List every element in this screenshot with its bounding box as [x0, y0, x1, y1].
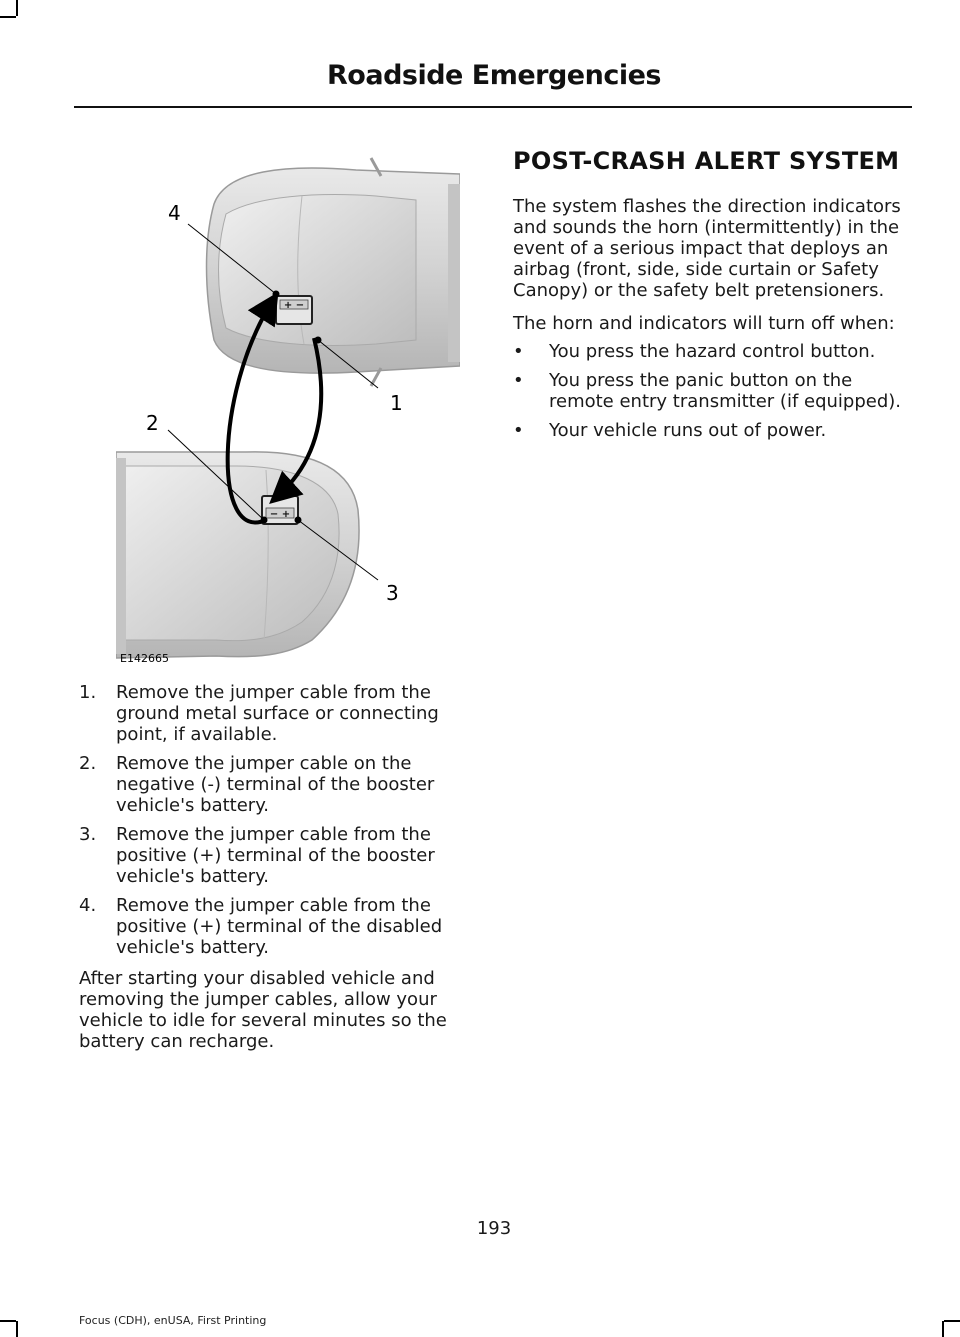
- step-number: 3.: [79, 824, 97, 845]
- bullet-marker: •: [513, 341, 524, 362]
- cable-removal-steps: [79, 682, 463, 966]
- crop-mark-bottom-left-h: [0, 1320, 16, 1322]
- bullet-item: [513, 370, 913, 412]
- callout-1: 1: [390, 391, 403, 415]
- callout-4: 4: [168, 201, 181, 225]
- step-text: Remove the jumper cable from the positive (+) terminal of the disabled vehicle's battery.: [116, 895, 443, 958]
- callout-2: 2: [146, 411, 159, 435]
- section-title: POST-CRASH ALERT SYSTEM: [513, 147, 900, 175]
- battery-top-terminal-signs: + −: [283, 300, 305, 311]
- page-number: 193: [476, 1218, 512, 1239]
- battery-disabled-vehicle: [276, 296, 312, 324]
- bullet-text: You press the hazard control button.: [549, 341, 876, 362]
- step-text: Remove the jumper cable on the negative (-) terminal of the booster vehicle's battery.: [116, 753, 435, 816]
- step-number: 4.: [79, 895, 97, 916]
- crop-mark-bottom-left: [16, 1321, 18, 1337]
- crop-mark-bottom-right-h: [944, 1320, 960, 1322]
- turn-off-intro: The horn and indicators will turn off when:: [513, 313, 895, 334]
- bullet-text: You press the panic button on the remote entry transmitter (if equipped).: [549, 370, 902, 412]
- page-header-title: Roadside Emergencies: [327, 60, 661, 91]
- step-item: [79, 682, 463, 745]
- system-description: The system flashes the direction indicators and sounds the horn (intermittently) in the event of a serious impact that deploys an airbag (front, side, side curtain or Safety Canopy) or the safety belt pretensioners.: [513, 196, 901, 301]
- header-rule: [74, 106, 912, 108]
- crop-mark-bottom-right: [942, 1321, 944, 1337]
- step-text: Remove the jumper cable from the positive (+) terminal of the booster vehicle's battery.: [116, 824, 435, 887]
- step-number: 1.: [79, 682, 97, 703]
- step-item: [79, 824, 463, 887]
- battery-bottom-terminal-signs: − +: [269, 509, 291, 520]
- step-text: Remove the jumper cable from the ground metal surface or connecting point, if available.: [116, 682, 439, 745]
- step-number: 2.: [79, 753, 97, 774]
- crop-mark-top-left: [16, 0, 18, 16]
- footer-edition: Focus (CDH), enUSA, First Printing: [79, 1314, 267, 1327]
- bullet-marker: •: [513, 370, 524, 391]
- callout-3: 3: [386, 581, 399, 605]
- jump-start-figure: [116, 140, 460, 668]
- crop-mark-top-left-h: [0, 16, 16, 18]
- bullet-item: [513, 341, 913, 362]
- booster-vehicle: [116, 452, 359, 658]
- figure-image-code: E142665: [120, 652, 169, 665]
- turn-off-conditions: [513, 341, 913, 449]
- jump-start-illustration: [116, 140, 460, 668]
- step-item: [79, 895, 463, 958]
- after-starting-paragraph: After starting your disabled vehicle and removing the jumper cables, allow your vehicle to idle for several minutes so the battery can recharge.: [79, 968, 447, 1052]
- bullet-marker: •: [513, 420, 524, 441]
- bullet-item: [513, 420, 913, 441]
- step-item: [79, 753, 463, 816]
- bullet-text: Your vehicle runs out of power.: [549, 420, 827, 441]
